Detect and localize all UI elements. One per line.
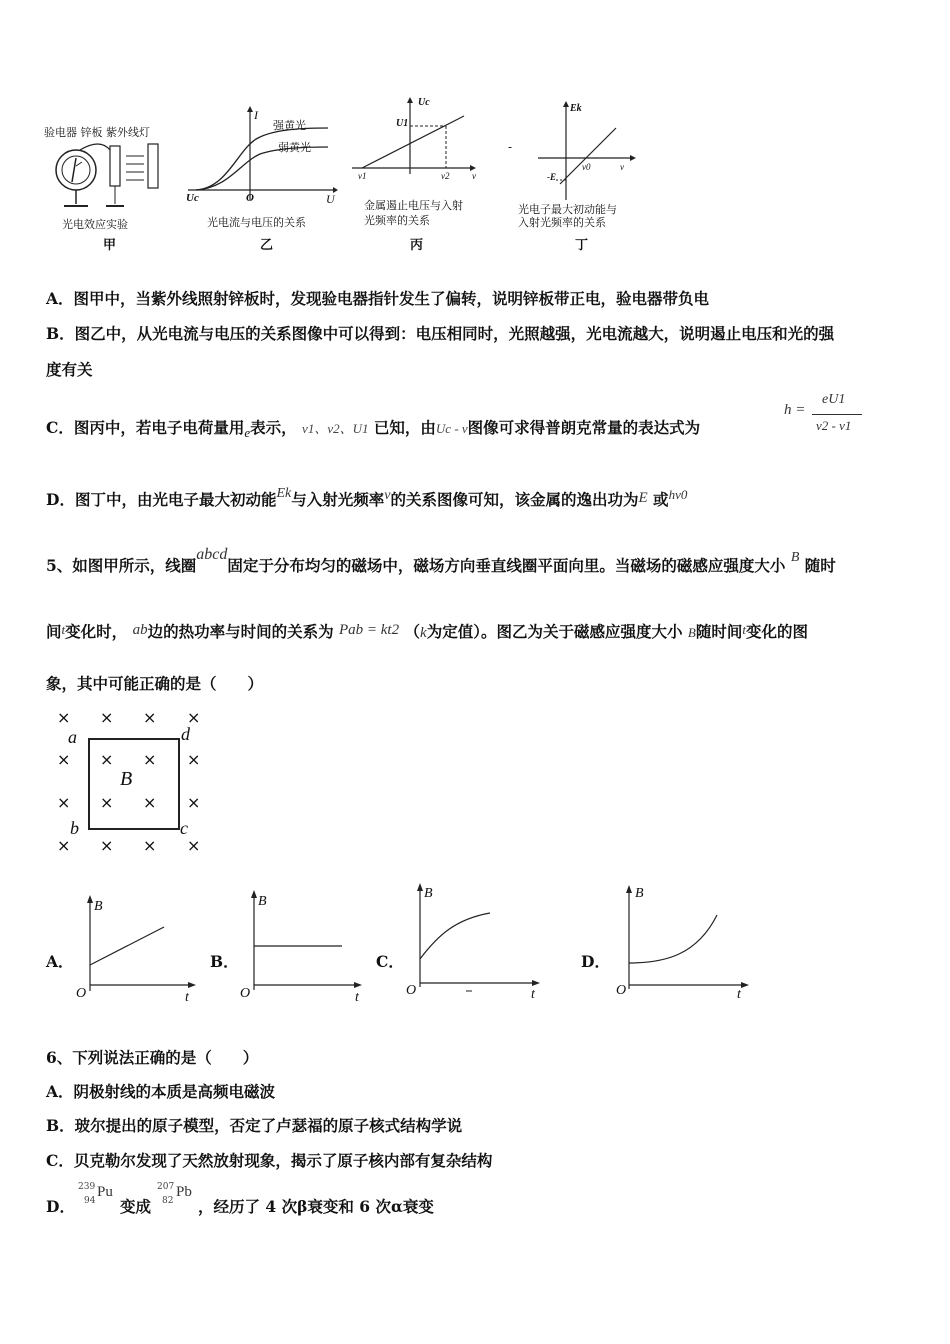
q5-formula: Pab = kt2 [338, 622, 400, 638]
graph-c-y: B [424, 886, 433, 901]
formula-fraction-bar [812, 414, 862, 415]
yi-weak-label: 弱黄光 [278, 141, 311, 154]
field-cross: × [187, 793, 201, 812]
field-cross: × [187, 836, 201, 855]
ding-axis-ek: Ek [570, 103, 582, 114]
graph-d-plot [625, 885, 750, 995]
ding-caption-2: 入射光频率的关系 [518, 216, 606, 229]
q5-t-2: t [742, 622, 746, 637]
coil-label-a: a [68, 727, 77, 747]
bing-caption-2: 光频率的关系 [364, 214, 430, 227]
ding-v0: v0 [582, 162, 591, 172]
yi-label: 乙 [260, 238, 274, 253]
q4-c-pre: C．图丙中，若电子电荷量用 [46, 418, 245, 437]
q5-line-2 [46, 620, 808, 642]
q5-l2-c: （ [404, 622, 421, 641]
field-cross: × [187, 750, 201, 769]
q4-d-mid2: 的关系图像可知，该金属的逸出功为 [390, 490, 639, 509]
q4-option-b-line1: B．图乙中，从光电流与电压的关系图像中可以得到：电压相同时，光照越强，光电流越大，说明遏止电压和光的强 [46, 324, 835, 343]
field-cross: × [57, 708, 71, 727]
formula-numerator: eU1 [822, 392, 846, 407]
option-d-label: D． [581, 952, 610, 971]
graph-c-x: t [531, 987, 535, 1002]
graph-c-origin: O [406, 983, 417, 998]
q4-c-mid3: 图像可求得普朗克常量的表达式为 [467, 418, 701, 437]
q4-c-uv: Uc - v [435, 421, 468, 436]
field-cross: × [100, 750, 114, 769]
graph-a-x: t [185, 990, 189, 1005]
q5-abcd: abcd [196, 546, 228, 563]
field-cross: × [143, 793, 157, 812]
coil-label-b: b [70, 818, 79, 838]
coil-label-field: B [120, 768, 133, 790]
yi-uc: Uc [186, 192, 199, 204]
option-a-label: A． [46, 952, 74, 971]
field-cross: × [143, 750, 157, 769]
q6-d-end: ，经历了 4 次β衰变和 6 次α衰变 [198, 1197, 434, 1216]
option-c-label: C． [376, 952, 404, 971]
graph-b-x: t [355, 990, 359, 1005]
field-cross: × [57, 793, 71, 812]
photoelectric-apparatus-drawing [50, 140, 180, 220]
ding-neg-e: -E [547, 172, 556, 182]
jia-top-labels: 验电器 锌板 紫外线灯 [44, 126, 150, 139]
q5-l2-pre: 间 [46, 622, 62, 641]
field-cross: × [100, 793, 114, 812]
graph-d-origin: O [616, 983, 627, 998]
graph-a-origin: O [76, 986, 87, 1001]
q5-l1-pre: 5、如图甲所示，线圈 [46, 556, 197, 575]
q6-stem: 6、下列说法正确的是（ ） [46, 1048, 259, 1067]
field-cross: × [100, 708, 114, 727]
q5-k: k [420, 625, 427, 641]
q5-l2-f: 变化的图 [745, 622, 808, 641]
field-cross: × [57, 750, 71, 769]
q5-line-1 [46, 546, 836, 576]
q4-option-b-line2: 度有关 [46, 360, 93, 379]
pu-symbol: Pu [97, 1184, 113, 1200]
pb-mass-number: 207 [157, 1182, 175, 1192]
q4-c-syms: v1、v2、U1 [302, 421, 369, 436]
q4-d-or: 或 [653, 490, 669, 509]
q5-l1-mid: 固定于分布均匀的磁场中，磁场方向垂直线圈平面向里。当磁场的磁感应强度大小 [227, 556, 786, 575]
stopping-voltage-graph [352, 98, 477, 178]
q5-l2-b: 边的热功率与时间的关系为 [147, 622, 334, 641]
q5-b-2: B [687, 625, 696, 640]
q4-d-v: v [384, 488, 391, 503]
field-cross: × [100, 836, 114, 855]
graph-b-origin: O [240, 986, 251, 1001]
coil-label-d: d [181, 724, 190, 744]
ding-v: v [620, 162, 624, 172]
q4-c-mid2: 已知，由 [373, 418, 436, 437]
yi-origin: O [246, 192, 254, 204]
q6-option-a: A．阴极射线的本质是高频电磁波 [46, 1082, 276, 1101]
formula-h: h = [784, 402, 806, 418]
field-cross: × [187, 708, 201, 727]
q5-l2-a: 变化时， [65, 622, 128, 641]
field-cross: × [57, 836, 71, 855]
q5-ab: ab [132, 622, 148, 638]
jia-caption: 光电效应实验 [62, 218, 128, 231]
q5-l2-d: 为定值）。图乙为关于磁感应强度大小 [426, 622, 683, 641]
pb-atomic-number: 82 [162, 1196, 174, 1206]
bing-axis-uc: Uc [418, 97, 430, 108]
q4-option-d [46, 486, 687, 510]
pu-mass-number: 239 [78, 1182, 96, 1192]
bing-v: v [472, 171, 476, 181]
q6-d-mid: 变成 [120, 1197, 152, 1216]
bing-caption-1: 金属遏止电压与入射 [364, 199, 463, 212]
q6-d-pre: D． [46, 1197, 75, 1216]
graph-d-x: t [737, 987, 741, 1002]
jia-label: 甲 [103, 238, 117, 253]
q4-option-a: A．图甲中，当紫外线照射锌板时，发现验电器指针发生了偏转，说明锌板带正电，验电器带负电 [46, 289, 710, 308]
yi-axis-i: I [254, 108, 258, 122]
current-voltage-graph [188, 108, 338, 208]
option-b-label: B． [210, 952, 239, 971]
ding-label: 丁 [575, 238, 589, 253]
yi-axis-u: U [326, 192, 335, 206]
bing-label: 丙 [410, 238, 424, 253]
q4-c-mid1: 表示， [250, 418, 297, 437]
q5-line-3: 象，其中可能正确的是（ ） [46, 674, 264, 693]
graph-a-y: B [94, 899, 103, 914]
q4-option-c [46, 416, 700, 441]
coil-label-c: c [180, 818, 188, 838]
q4-c-e: e [244, 425, 251, 440]
q4-d-hv0: hv0 [668, 487, 688, 502]
formula-denominator: v2 - v1 [816, 418, 852, 433]
q4-d-e: E [638, 490, 648, 506]
pb-symbol: Pb [176, 1184, 192, 1200]
bing-v1: v1 [358, 171, 367, 181]
q5-l1-end: 随时 [804, 556, 836, 575]
ding-caption-1: 光电子最大初动能与 [518, 203, 617, 216]
q4-d-pre: D．图丁中，由光电子最大初动能 [46, 490, 277, 509]
q5-b: B [790, 550, 800, 565]
q6-option-b: B．玻尔提出的原子模型，否定了卢瑟福的原子核式结构学说 [46, 1116, 463, 1135]
yi-strong-label: 强黄光 [273, 119, 306, 132]
ding-dash: - [508, 140, 513, 154]
graph-b-y: B [258, 894, 267, 909]
q5-t: t [61, 622, 66, 637]
q4-d-ek: Ek [276, 486, 292, 501]
q6-option-d [46, 1195, 75, 1217]
bing-v2: v2 [441, 171, 450, 181]
field-cross: × [143, 836, 157, 855]
q4-d-mid1: 与入射光频率 [291, 490, 385, 509]
pu-atomic-number: 94 [84, 1196, 96, 1206]
q6-option-c: C．贝克勒尔发现了天然放射现象，揭示了原子核内部有复杂结构 [46, 1151, 493, 1170]
q5-l2-e: 随时间 [695, 622, 743, 641]
kinetic-energy-graph [538, 102, 638, 202]
field-cross: × [143, 708, 157, 727]
graph-d-y: B [635, 886, 644, 901]
bing-u1: U1 [396, 118, 409, 129]
yi-caption: 光电流与电压的关系 [207, 216, 306, 229]
graph-c-plot [416, 883, 541, 993]
